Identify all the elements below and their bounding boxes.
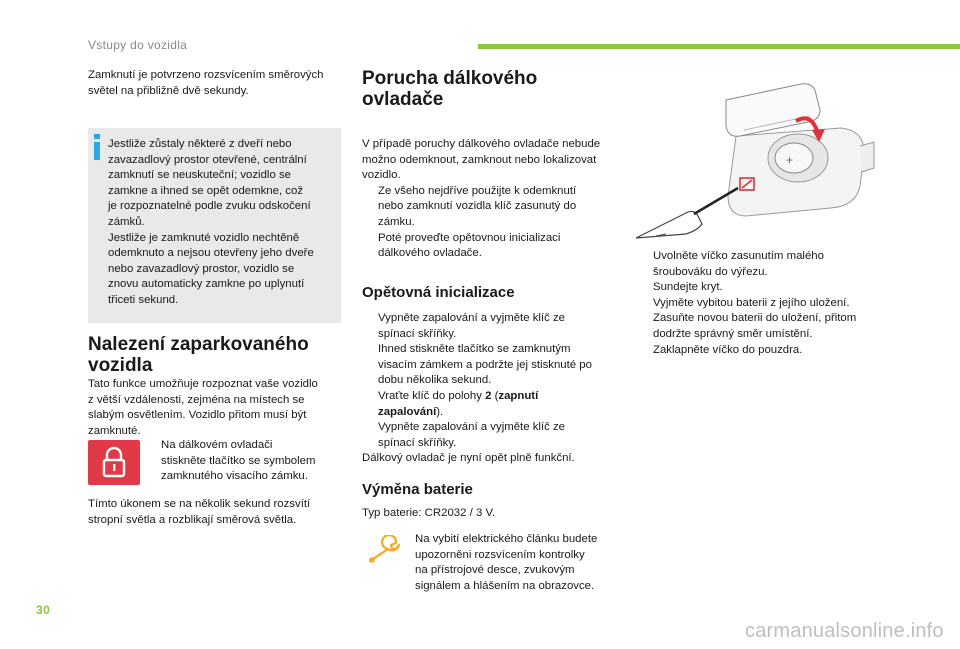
info-text: Jestliže zůstaly některé z dveří nebo zavazadlový prostor otevřené, centrální zamknutí se neuskuteční; vozidlo se zamkne a ihned se opět odemkne, což je rozpoznatelné podle zvuku odskočení zámků. Jestliže je zamknuté vozidlo nechtěně odemknuto a nejsou otevřeny jeho dveře nebo zavazadlový prostor, vozidlo se znovu automaticky zamkne po uplynutí třiceti sekund. [108,138,314,306]
lock-button-tile [88,440,140,485]
info-icon [90,134,104,160]
reinitialization-steps: Vypněte zapalování a vyjměte klíč ze spínací skříňky. Ihned stiskněte tlačítko se zamknutým visacím zámkem a podržte jej stisknuté po dobu několika sekund. Vraťte klíč do polohy 2 (zapnutí zapalování). Vypněte zapalování a vyjměte klíč ze spínací skříňky. Dálkový ovladač je nyní opět plně funkční. [362,311,624,467]
lock-step: Na dálkovém ovladači stiskněte tlačítko se symbolem zamknutého visacího zámku. [161,439,316,483]
heading-find-vehicle: Nalezení zaparkovaného vozidla [88,334,309,376]
battery-warning-note: Na vybití elektrického článku budete upozorněni rozsvícením kontrolky na přístrojové desce, zvukovým signálem a hlášením na obrazovce. [415,533,598,592]
page-number: 30 [36,603,51,617]
key-battery-illustration [636,76,876,246]
wrench-icon [366,535,406,567]
section-title: Vstupy do vozidla [88,38,188,52]
heading-remote-failure: Porucha dálkového ovladače [362,68,538,110]
padlock-icon [88,440,140,485]
watermark: carmanualsonline.info [745,620,944,642]
reinit-closing: Dálkový ovladač je nyní opět plně funkční. [362,452,575,465]
remote-failure-text: V případě poruchy dálkového ovladače nebude možno odemknout, zamknout nebo lokalizovat vozidlo. Ze všeho nejdříve použijte k odemknutí nebo zamknutí vozidla klíč zasunutý do zámku. Poté proveďte opětovnou inicializaci dálkového ovladače. [362,138,601,260]
battery-replacement-steps: Uvolněte víčko zasunutím malého šroubováku do výřezu. Sundejte kryt. Vyjměte vybitou baterii z jejího uložení. Zasuňte novou baterii do uložení, přitom dodržte správný směr umístění. Zaklapněte víčko do pouzdra. [653,250,857,356]
svg-text:+: + [786,153,794,167]
find-vehicle-outro: Tímto úkonem se na několik sekund rozsvítí stropní světla a rozblikají směrová světla. [88,498,311,526]
subheading-reinitialization: Opětovná inicializace [362,284,515,301]
battery-type: Typ baterie: CR2032 / 3 V. [362,507,496,519]
find-vehicle-body: Tato funkce umožňuje rozpoznat vaše vozidlo z větší vzdálenosti, zejména na místech se slabým osvětlením. Vozidlo přitom musí být zamknuté. [88,378,318,437]
intro-paragraph: Zamknutí je potvrzeno rozsvícením směrových světel na přibližně dvě sekundy. [88,69,324,97]
subheading-battery-replacement: Výměna baterie [362,481,473,498]
header-accent-bar [478,44,960,49]
